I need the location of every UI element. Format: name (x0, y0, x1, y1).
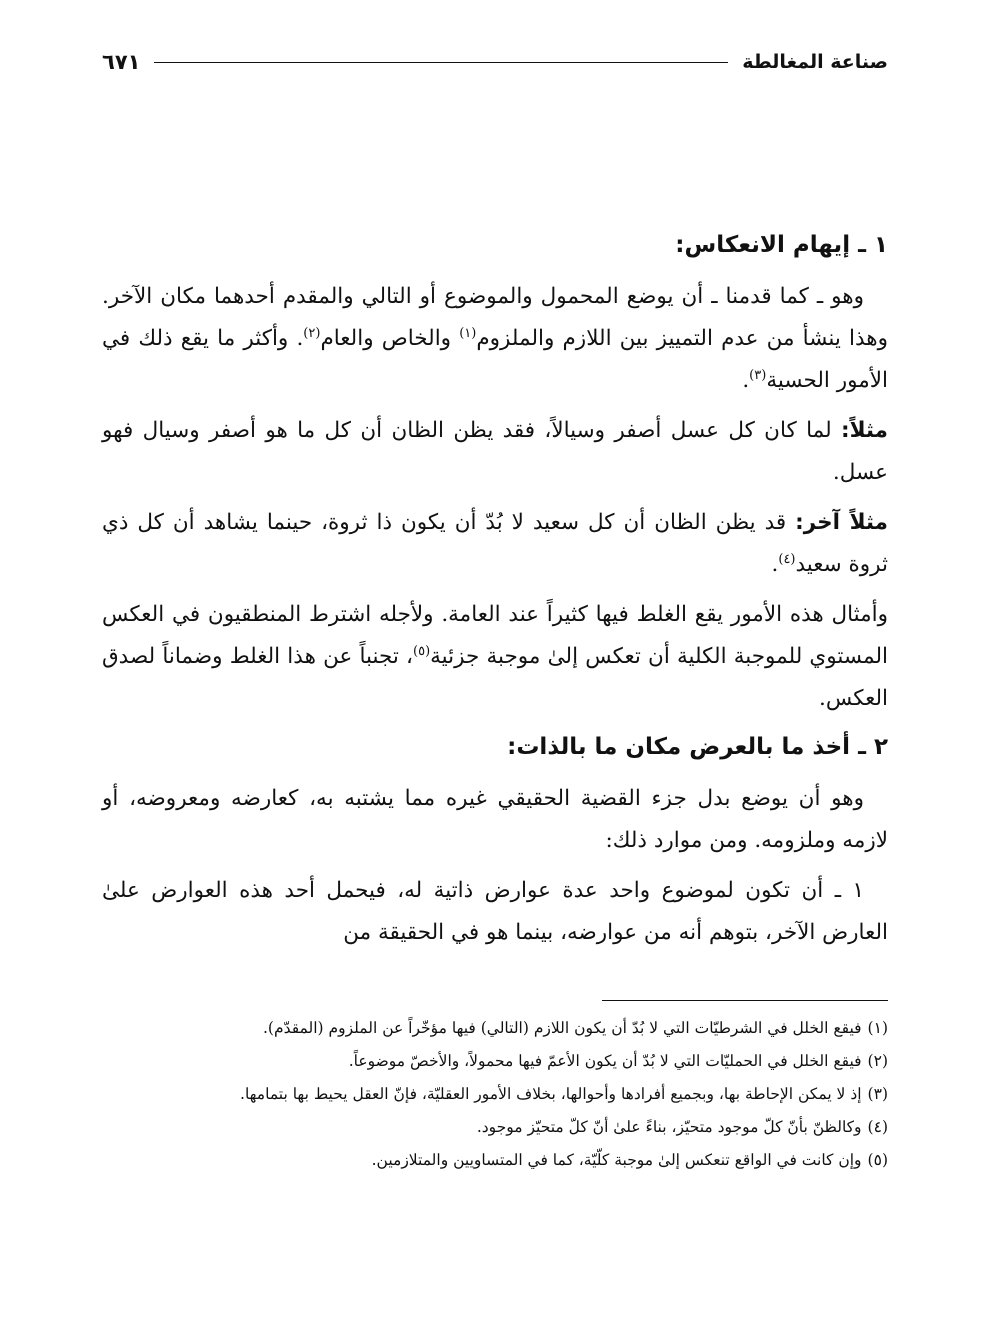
section-heading-1: ١ ـ إيهام الانعكاس: (675, 232, 888, 258)
example-label: مثلاً آخر: (795, 510, 888, 535)
running-header (102, 48, 888, 76)
paragraph-example (102, 502, 888, 586)
footnote-item (102, 1046, 888, 1077)
paragraph-text: ، تجنباً عن هذا الغلط وضماناً لصدق العكس. (102, 644, 888, 711)
paragraph (102, 870, 888, 954)
paragraph (102, 594, 888, 720)
footnote-ref: (٤) (778, 551, 796, 567)
paragraph-text: وهو أن يوضع بدل جزء القضية الحقيقي غيره مما يشتبه به، كعارضه ومعروضه، أو لازمه وملزومه. ومن موارد ذلك: (102, 786, 888, 853)
footnote-text: وكالظنّ بأنّ كلّ موجود متحيّز، بناءً علىٰ أنّ كلّ متحيّز موجود. (476, 1118, 862, 1136)
footnote-item (102, 1112, 888, 1143)
footnote-text: إذ لا يمكن الإحاطة بها، وبجميع أفرادها وأحوالها، بخلاف الأمور العقليّة، فإنّ العقل يحيط بها بتمامها. (240, 1085, 862, 1103)
footnote-text: وإن كانت في الواقع تنعكس إلىٰ موجبة كلّيّة، كما في المتساويين والمتلازمين. (371, 1151, 862, 1169)
paragraph-text: . وأكثر ما يقع ذلك في الأمور الحسية (102, 326, 888, 393)
example-label: مثلاً: (840, 418, 888, 443)
paragraph-text: . (771, 552, 779, 577)
footnote-ref: (٢) (303, 325, 321, 341)
footnote-text: فيقع الخلل في الحمليّات التي لا بُدّ أن يكون الأعمّ فيها محمولاً، والأخصّ موضوعاً. (348, 1052, 862, 1070)
footnote-text: فيقع الخلل في الشرطيّات التي لا بُدّ أن يكون اللازم (التالي) فيها مؤخّراً عن الملزوم (المقدّم). (263, 1019, 862, 1037)
footnote-rule (602, 1000, 888, 1001)
paragraph-text: وهو ـ كما قدمنا ـ أن يوضع المحمول والموضوع أو التالي والمقدم أحدهما مكان الآخر. وهذا ينشأ من عدم التمييز بين اللازم والملزوم (102, 284, 888, 351)
paragraph-text: وأمثال هذه الأمور يقع الغلط فيها كثيراً عند العامة. ولأجله اشترط المنطقيون في العكس المستوي للموجبة الكلية أن تعكس إلىٰ موجبة جزئية (102, 602, 888, 669)
paragraph-text: لما كان كل عسل أصفر وسيالاً، فقد يظن الظان أن كل ما هو أصفر وسيال فهو عسل. (102, 418, 888, 485)
footnote-item (102, 1145, 888, 1176)
footnote-number: (٥) (867, 1151, 888, 1169)
footnote-number: (٣) (867, 1085, 888, 1103)
footnote-ref: (٥) (413, 643, 431, 659)
paragraph-text: والخاص والعام (320, 326, 460, 351)
main-text (102, 226, 888, 962)
footnote-ref: (٣) (749, 367, 767, 383)
paragraph (102, 778, 888, 862)
footnotes (102, 1000, 888, 1178)
paragraph-text: قد يظن الظان أن كل سعيد لا بُدّ أن يكون ذا ثروة، حينما يشاهد أن كل ذي ثروة سعيد (102, 510, 888, 577)
header-rule (154, 62, 728, 63)
footnote-item (102, 1013, 888, 1044)
paragraph-text: ١ ـ أن تكون لموضوع واحد عدة عوارض ذاتية له، فيحمل أحد هذه العوارض علىٰ العارض الآخر، بتوهم أنه من عوارضه، بينما هو في الحقيقة من (102, 878, 888, 945)
footnote-number: (١) (867, 1019, 888, 1037)
paragraph-text: . (742, 368, 750, 393)
footnote-number: (٤) (867, 1118, 888, 1136)
paragraph-example (102, 410, 888, 494)
footnote-number: (٢) (867, 1052, 888, 1070)
footnote-ref: (١) (459, 325, 477, 341)
section-heading-2: ٢ ـ أخذ ما بالعرض مكان ما بالذات: (507, 734, 888, 760)
running-title: صناعة المغالطة (742, 51, 888, 73)
page-number: ٦٧١ (102, 50, 141, 74)
paragraph (102, 276, 888, 402)
footnote-item (102, 1079, 888, 1110)
